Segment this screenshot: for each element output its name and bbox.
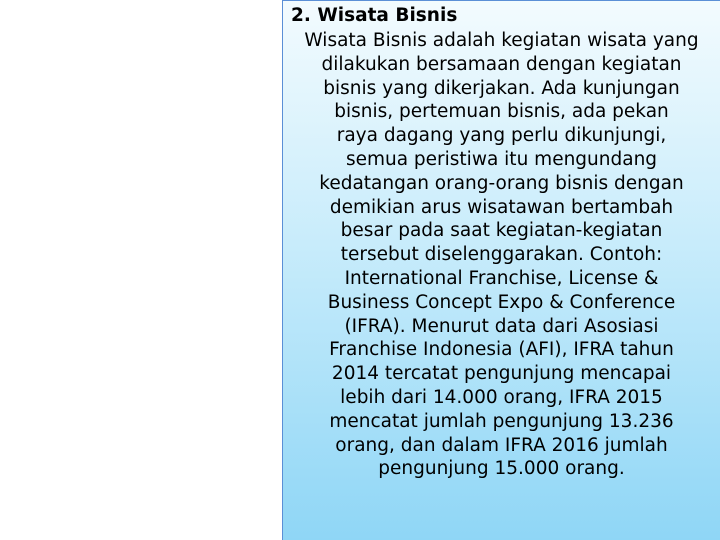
body-line: International Franchise, License &: [344, 267, 659, 289]
body-line: besar pada saat kegiatan-kegiatan: [340, 220, 663, 242]
slide-body: [289, 29, 714, 481]
body-line: demikian arus wisatawan bertambah: [329, 196, 674, 218]
body-line: lebih dari 14.000 orang, IFRA 2015: [340, 386, 663, 408]
slide-heading: 2. Wisata Bisnis: [291, 5, 458, 26]
body-line: bisnis yang dikerjakan. Ada kunjungan: [323, 77, 680, 99]
body-line: Business Concept Expo & Conference: [327, 291, 676, 313]
body-line: orang, dan dalam IFRA 2016 jumlah: [335, 434, 668, 456]
body-line: raya dagang yang perlu dikunjungi,: [336, 125, 667, 147]
body-line: tersebut diselenggarakan. Contoh:: [340, 244, 663, 266]
body-line: 2014 tercatat pengunjung mencapai: [331, 363, 672, 385]
body-line: Wisata Bisnis adalah kegiatan wisata yang: [304, 30, 699, 51]
body-line: pengunjung 15.000 orang.: [378, 458, 625, 480]
body-line: (IFRA). Menurut data dari Asosiasi: [344, 315, 659, 337]
body-line: semua peristiwa itu mengundang: [345, 148, 658, 170]
body-line: kedatangan orang-orang bisnis dengan: [319, 172, 684, 194]
body-line: Franchise Indonesia (AFI), IFRA tahun: [329, 339, 674, 361]
body-line: bisnis, pertemuan bisnis, ada pekan: [334, 101, 669, 123]
body-line: dilakukan bersamaan dengan kegiatan: [321, 53, 682, 75]
text-panel: [282, 0, 720, 540]
body-line: mencatat jumlah pengunjung 13.236: [329, 410, 674, 432]
